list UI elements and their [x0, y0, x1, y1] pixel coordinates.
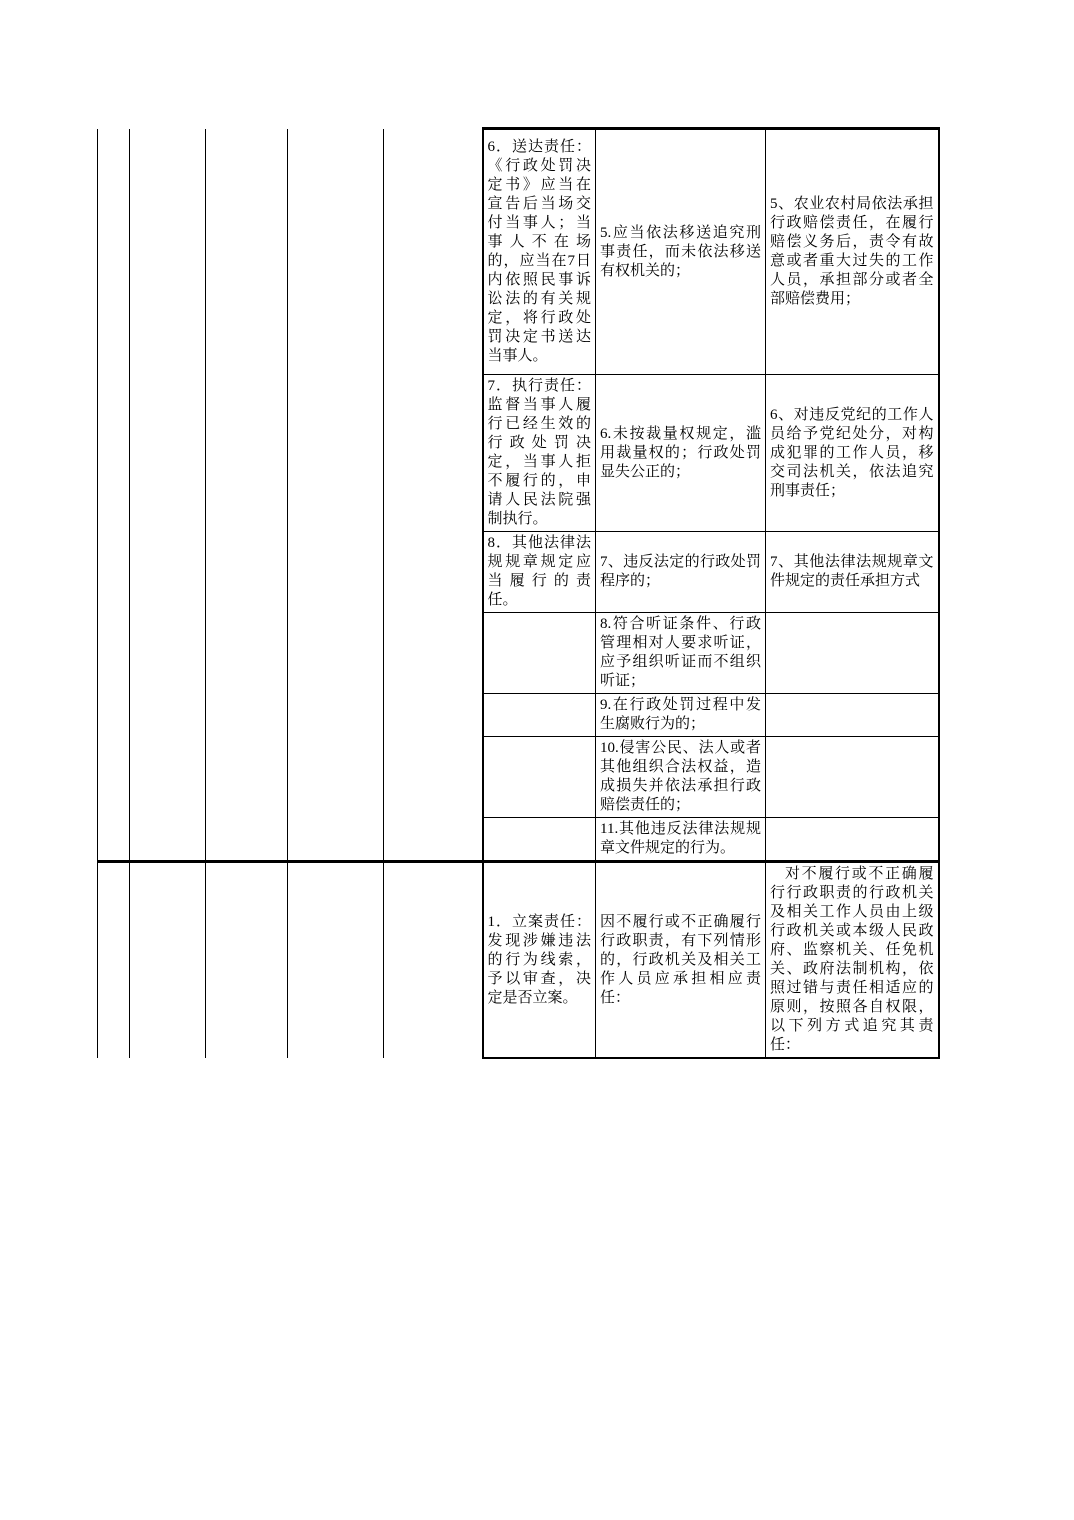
- table-row: [98, 862, 939, 1059]
- accountability-cell: [766, 613, 939, 694]
- accountability-cell: [766, 694, 939, 737]
- empty-cell: [130, 862, 206, 1059]
- duty-cell: [483, 818, 596, 862]
- empty-cell: [288, 862, 384, 1059]
- accountability-cell: 对不履行或不正确履行行政职责的行政机关及相关工作人员由上级行政机关或本级人民政府、监察机关、任免机关、政府法制机构，依照过错与责任相适应的原则，按照各自权限，以下列方式追究其责任：: [766, 862, 939, 1059]
- situation-cell: 8.符合听证条件、行政管理相对人要求听证，应予组织听证而不组织听证；: [596, 613, 766, 694]
- situation-cell: 9.在行政处罚过程中发生腐败行为的；: [596, 694, 766, 737]
- duty-cell: 1．立案责任：发现涉嫌违法的行为线索，予以审查，决定是否立案。: [483, 862, 596, 1059]
- empty-cell: [98, 862, 130, 1059]
- situation-cell: 7、违反法定的行政处罚程序的；: [596, 532, 766, 613]
- duty-cell: 7．执行责任：监督当事人履行已经生效的行政处罚决定，当事人拒不履行的，申请人民法院强制执行。: [483, 375, 596, 532]
- duty-cell: 6．送达责任：《行政处罚决定书》应当在宣告后当场交付当事人；当事人不在场的，应当在7日内依照民事诉讼法的有关规定，将行政处罚决定书送达当事人。: [483, 129, 596, 375]
- accountability-cell: [766, 737, 939, 818]
- table-row: [98, 129, 939, 375]
- accountability-cell: 6、对违反党纪的工作人员给予党纪处分，对构成犯罪的工作人员，移交司法机关，依法追究刑事责任；: [766, 375, 939, 532]
- situation-cell: 10.侵害公民、法人或者其他组织合法权益，造成损失并依法承担行政赔偿责任的；: [596, 737, 766, 818]
- empty-cell: [98, 129, 130, 862]
- responsibility-table: [97, 127, 940, 1059]
- empty-cell: [206, 129, 288, 862]
- duty-cell: [483, 613, 596, 694]
- situation-cell: 11.其他违反法律法规规章文件规定的行为。: [596, 818, 766, 862]
- situation-cell: 因不履行或不正确履行行政职责，有下列情形的，行政机关及相关工作人员应承担相应责任：: [596, 862, 766, 1059]
- duty-cell: [483, 737, 596, 818]
- empty-cell: [384, 129, 483, 862]
- duty-cell: 8．其他法律法规规章规定应当履行的责任。: [483, 532, 596, 613]
- empty-cell: [288, 129, 384, 862]
- empty-cell: [206, 862, 288, 1059]
- duty-cell: [483, 694, 596, 737]
- situation-cell: 5.应当依法移送追究刑事责任，而未依法移送有权机关的；: [596, 129, 766, 375]
- accountability-cell: [766, 818, 939, 862]
- accountability-cell: 5、农业农村局依法承担行政赔偿责任，在履行赔偿义务后，责令有故意或者重大过失的工作人员，承担部分或者全部赔偿费用；: [766, 129, 939, 375]
- empty-cell: [384, 862, 483, 1059]
- accountability-cell: 7、其他法律法规规章文件规定的责任承担方式: [766, 532, 939, 613]
- situation-cell: 6.未按裁量权规定，滥用裁量权的；行政处罚显失公正的；: [596, 375, 766, 532]
- empty-cell: [130, 129, 206, 862]
